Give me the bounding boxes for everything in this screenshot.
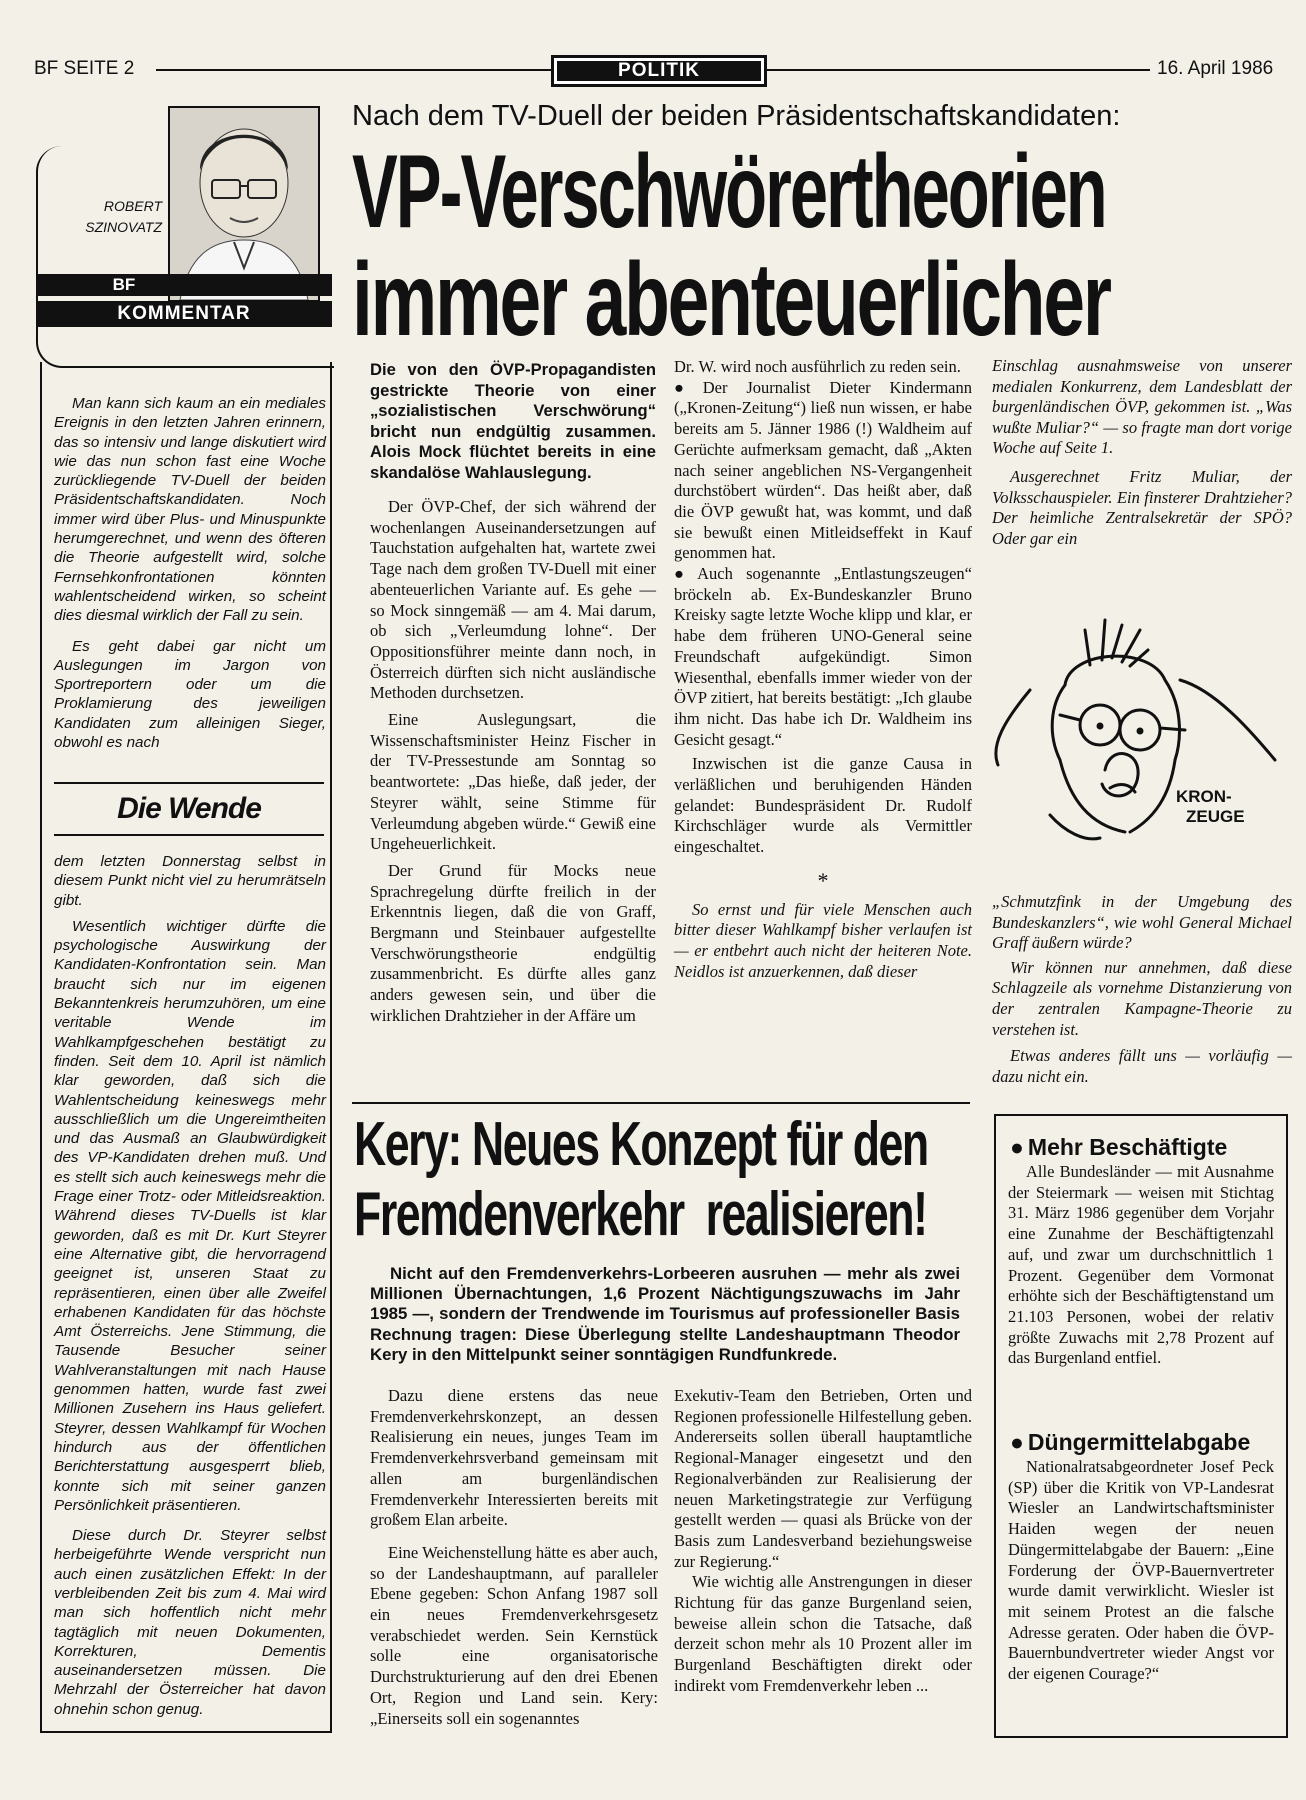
subhead-rule-bottom	[54, 834, 324, 836]
kery-rule	[352, 1102, 970, 1104]
main-paragraph: Ausgerechnet Fritz Muliar, der Volksschauspieler. Ein finsterer Drahtzieher? Der heimliche Zentralsekretär der SPÖ? Oder gar ein	[992, 466, 1292, 548]
main-lead: Die von den ÖVP-Propagandisten gestrickte Theorie von einer „sozialistischen Verschwörung“ bricht nun endgültig zusammen. Alois Mock flüchtet bereits in eine skandalöse Wahlauslegung.	[370, 360, 656, 482]
cartoon	[990, 570, 1290, 870]
main-paragraph: Der ÖVP-Chef, der sich während der wochenlangen Auseinandersetzungen auf Tauchstation aufgehalten hat, wartete zwei Tage nach dem großen TV-Duell mit einer abenteuerlichen Variante auf. Es gehe — so Mock sinngemäß — am 4. Mai darum, ob sich „Verleumdung lohne“. Der Oppositionsführer meinte dann noch, in Österreich dürften sich nicht ausländische Methoden durchsetzen.	[370, 497, 656, 703]
page-date: 16. April 1986	[1153, 58, 1273, 80]
page-label: BF SEITE 2	[34, 58, 135, 79]
cartoon-signature: KRON-ZEUGE	[1176, 787, 1245, 826]
kery-column-2	[674, 1386, 972, 1697]
commentary-paragraph: Es geht dabei gar nicht um Auslegungen im Jargon von Sportreportern oder um die Proklamierung des jeweiligen Kandidaten zum alleinigen Sieger, obwohl es nach	[54, 637, 326, 752]
main-column-3-bottom	[992, 892, 1292, 1087]
commentary-paragraph: dem letzten Donnerstag selbst in diesem Punkt nicht viel zu herumrätseln gibt.	[54, 853, 326, 909]
author-name: ROBERT SZINOVATZ	[85, 198, 162, 235]
commentary-text-lower	[54, 852, 326, 1719]
main-paragraph: ● Der Journalist Dieter Kindermann („Kronen-Zeitung“) ließ nun wissen, er habe bereits am 5. Jänner 1986 (!) Waldheim auf Gerüchte aufmerksam gemacht, daß „Akten nach seiner angeblichen NS-Vergangenheit durchstöbert würden“. Das heißt aber, daß die ÖVP gewußt hat, was kommt, und daß sie bewußt einen Mitleidseffekt in Kauf genommen hat.	[674, 378, 972, 564]
main-column-2	[674, 357, 972, 982]
main-paragraph: Inzwischen ist die ganze Causa in verläßlichen und beruhigenden Händen gelandet: Bundespräsident Dr. Rudolf Kirchschläger wurde als Vermittler eingeschaltet.	[674, 754, 972, 857]
header-rule-right	[767, 69, 1150, 71]
commentary-paragraph: Diese durch Dr. Steyrer selbst herbeigeführte Wende verspricht nun auch einen zusätzlichen Effekt: In der verbleibenden Zeit bis zum 4. Mai wird man sich hoffentlich nicht mehr tagtäglich mit neuen Dokumenten, Korrekturen, Dementis auseinandersetzen müssen. Die Mehrzahl der Österreicher hat davon ohnehin schon genug.	[54, 1527, 326, 1718]
kery-headline-line2: Fremdenverkehr realisieren!	[354, 1180, 927, 1249]
author-photo	[168, 106, 320, 302]
sidebar-text: Alle Bundesländer — mit Ausnahme der Steiermark — weisen mit Stichtag 31. März 1986 gegenüber dem Vorjahr eine Zunahme der Beschäftigtenzahl auf, und zwar um durchschnittlich 1 Prozent. Gegenüber dem Vormonat erhöhte sich der Beschäftigtenstand um 21.103 Personen, wobei der relativ größte Zuwachs mit 2,78 Prozent auf das Burgenland entfiel.	[1008, 1162, 1274, 1368]
main-paragraph: „Schmutzfink in der Umgebung des Bundeskanzlers“, wie wohl General Michael Graff äußern würde?	[992, 892, 1292, 953]
main-paragraph: So ernst und für viele Menschen auch bitter dieser Wahlkampf bisher verlaufen ist — er entbehrt auch nicht der heiteren Note. Neidlos ist anzuerkennen, daß dieser	[674, 899, 972, 981]
kery-paragraph: Wie wichtig alle Anstrengungen in dieser Richtung für das ganze Burgenland seien, beweise allein schon die Tatsache, daß derzeit schon mehr als 10 Prozent aller im Burgenland Beschäftigten direkt oder indirekt vom Fremdenverkehr leben ...	[674, 1572, 972, 1695]
kery-paragraph: Eine Weichenstellung hätte es aber auch, so der Landeshauptmann, auf paralleler Ebene gegeben: Schon Anfang 1987 soll ein neues Fremdenverkehrsgesetz verabschiedet werden. Sein Kernstück solle eine organisatorische Durchstrukturierung auf den drei Ebenen Ort, Region und Land sein. Kery: „Einerseits soll ein sogenanntes	[370, 1542, 658, 1728]
main-paragraph: Eine Auslegungsart, die Wissenschaftsminister Heinz Fischer in der TV-Pressestunde am Sonntag so beantwortete: „Das hieße, daß jeder, der Steyrer wählt, seine Stimme für Verleumdung abgeben würde.“ Gewiß eine Ungeheuerlichkeit.	[370, 710, 656, 854]
header-rule-left	[156, 69, 551, 71]
kicker: Nach dem TV-Duell der beiden Präsidentschaftskandidaten:	[352, 100, 1121, 132]
subhead-rule-top	[54, 782, 324, 784]
main-paragraph: Einschlag ausnahmsweise von unserer medialen Konkurrenz, dem Landesblatt der burgenländischen ÖVP, gekommen ist. „Was wußte Muliar?“ — so fragte man dort vorige Woche auf Seite 1.	[992, 356, 1292, 458]
sidebar-text: Nationalratsabgeordneter Josef Peck (SP) über die Kritik von VP-Landesrat Wiesler an Landwirtschaftsminister Haiden wegen der neuen Düngermittelabgabe der Bauern: „Eine Forderung der ÖVP-Bauernvertreter wurde damit verwirklicht. Wiesler ist mit seinem Protest an die falsche Adresse geraten. Oder haben die ÖVP-Bauernbundvertreter wieder Angst vor der eigenen Courage?“	[1008, 1457, 1274, 1684]
main-headline-line2: immer abenteuerlicher	[352, 242, 1110, 358]
news-sidebar	[994, 1114, 1288, 1738]
kommentar-bar: KOMMENTAR	[36, 301, 332, 327]
kery-lead: Nicht auf den Fremdenverkehrs-Lorbeeren ausruhen — mehr als zwei Millionen Übernachtungen, 1,6 Prozent Nächtigungszuwachs im Jahr 1985 —, sondern der Trendwende im Tourismus auf professioneller Basis Rechnung tragen: Diese Überlegung stellte Landeshauptmann Theodor Kery in den Mittelpunkt seiner sonntägigen Rundfunkrede.	[370, 1264, 960, 1364]
section-label: POLITIK	[551, 55, 767, 87]
commentary-text-upper	[54, 394, 326, 752]
cartoon-drawing	[990, 570, 1290, 870]
kery-paragraph: Dazu diene erstens das neue Fremdenverkehrskonzept, an dessen Realisierung ein neues, junges Team im Fremdenverkehrsverband gemeinsam mit allen am burgenländischen Fremdenverkehr Interessierten bereits mit großem Elan arbeite.	[370, 1386, 658, 1530]
main-paragraph: Etwas anderes fällt uns — vorläufig — dazu nicht ein.	[992, 1046, 1292, 1086]
main-headline-line1: VP-Verschwörertheorien	[352, 134, 1106, 250]
main-column-1	[370, 360, 656, 1027]
main-column-3-top	[992, 356, 1292, 549]
bf-bar	[36, 274, 332, 296]
portrait-illustration	[170, 108, 318, 300]
sidebar-heading: ● Mehr Beschäftigte	[1010, 1134, 1227, 1160]
main-paragraph: Der Grund für Mocks neue Sprachregelung dürfte freilich in der Erkenntnis liegen, daß die von Graff, Bergmann und Steinbauer aufgestellte Verschwörungstheorie endgültig zusammenbricht. Es dürfte alles ganz anders gewesen sein, und über die wirklichen Drahtzieher in der Affäre um	[370, 860, 656, 1025]
kery-headline-line1: Kery: Neues Konzept für den	[354, 1110, 928, 1179]
kery-column-1	[370, 1386, 658, 1729]
kery-lead-box	[370, 1264, 960, 1365]
commentary-paragraph: Wesentlich wichtiger dürfte die psychologische Auswirkung der Kandidaten-Konfrontation sein. Man braucht sich nur im eigenen Bekanntenkreis herumzuhören, um eine veritable Wende im Wahlkampfgeschehen bestätigt zu finden. Seit dem 10. April ist nämlich klar geworden, daß sich die Wahlentscheidung keineswegs mehr ausschließlich um die Ungereimtheiten und das Ausmaß an Glaubwürdigkeit des VP-Kandidaten drehen muß. Und es stellt sich auch keineswegs mehr die Frage einer Trotz- oder Mitleidsreaktion. Während dieses TV-Duells ist klar geworden, daß es mit Dr. Kurt Steyrer eine Alternative gibt, die hervorragend geeignet ist, unseren Staat zu repräsentieren, einen über alle Zweifel erhabenen Kandidaten für das höchste Amt Österreichs. Jene Stimmung, die Tausende Besucher seiner Wahlveranstaltungen mit nach Hause genommen hatten, wurde fast zwei Millionen Zusehern ins Haus geliefert. Steyrer, dessen Wahlkampf für Wochen hindurch aus der öffentlichen Berichterstattung ausgesperrt blieb, konnte sich mit seiner ganzen Persönlichkeit präsentieren.	[54, 917, 326, 1514]
main-paragraph: Wir können nur annehmen, daß diese Schlagzeile als vornehme Distanzierung von der zentralen Kampagne-Theorie zu verstehen ist.	[992, 957, 1292, 1039]
commentary-paragraph: Man kann sich kaum an ein mediales Ereignis in den letzten Jahren erinnern, das so intensiv und lange diskutiert wird wie das nun schon fast eine Woche zurückliegende TV-Duell der beiden Präsidentschaftskandidaten. Noch immer wird über Plus- und Minuspunkte herumgerechnet, und wenn des öfteren die Theorie aufgestellt wird, solche Fernsehkonfrontationen könnten wahlentscheidend wirken, so scheint dies diesmal wirklich der Fall zu sein.	[54, 395, 326, 625]
main-paragraph: Dr. W. wird noch ausführlich zu reden sein.	[674, 357, 961, 376]
sidebar-heading: ● Düngermittelabgabe	[1010, 1429, 1250, 1455]
asterisk-separator: *	[817, 867, 829, 893]
main-paragraph: ● Auch sogenannte „Entlastungszeugen“ bröckeln ab. Ex-Bundeskanzler Bruno Kreisky sagte letzte Woche klipp und klar, er habe dem früheren UNO-General seine Freundschaft aufgekündigt. Simon Wiesenthal, ebenfalls immer wieder von der ÖVP zitiert, hat bereits bestätigt: „Ich glaube ihm nicht. Das habe ich Dr. Waldheim ins Gesicht gesagt.“	[674, 564, 972, 750]
commentary-subhead: Die Wende	[117, 792, 261, 825]
bf-label: BF	[112, 275, 136, 294]
kery-paragraph: Exekutiv-Team den Betrieben, Orten und Regionen professionelle Hilfestellung geben. Andererseits sollen überall hauptamtliche Regional-Manager eingesetzt und den Regionalverbänden zur Realisierung der neuen Marketingstrategie zur Verfügung gestellt werden — quasi als Brücke von der Basis zum Landesverband beziehungsweise zur Regierung.“	[674, 1386, 972, 1571]
